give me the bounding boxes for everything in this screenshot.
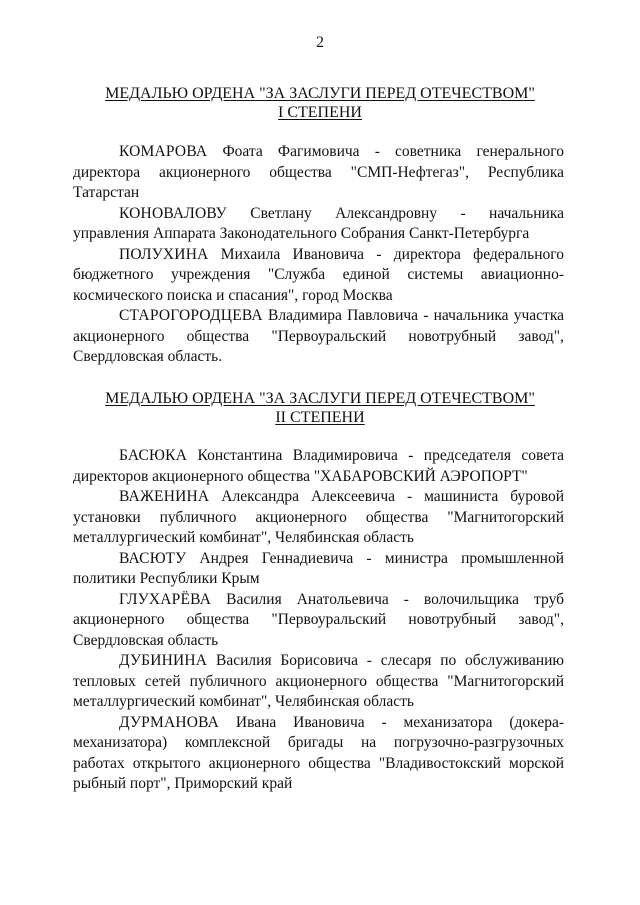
- entry-text: Андрея Геннадиевича - министра промышленной политики Республики Крым: [73, 549, 564, 587]
- section-1-entries: [73, 142, 564, 368]
- award-entry: [73, 446, 564, 487]
- section-heading-2: [70, 389, 570, 427]
- entry-surname: ГЛУХАРЁВА: [119, 590, 212, 608]
- award-entry: [73, 651, 564, 713]
- section-heading-line2: I СТЕПЕНИ: [278, 104, 362, 121]
- award-entry: [73, 142, 564, 204]
- entry-text: Фоата Фагимовича - советника генерального директора акционерного общества "СМП-Нефтегаз", Республика Татарстан: [73, 143, 564, 201]
- award-entry: [73, 306, 564, 368]
- section-heading-line1: МЕДАЛЬЮ ОРДЕНА "ЗА ЗАСЛУГИ ПЕРЕД ОТЕЧЕСТВОМ": [105, 85, 535, 102]
- entry-text: Михаила Ивановича - директора федерального бюджетного учреждения "Служба единой системы авиационно-космического поиска и спасания", город Москва: [73, 245, 564, 304]
- entry-text: Василия Борисовича - слесаря по обслуживанию тепловых сетей публичного акционерного общества "Магнитогорский металлургический комбинат", Челябинская область: [73, 652, 565, 710]
- entry-surname: ДУБИНИНА: [119, 652, 208, 669]
- entry-text: Владимира Павловича - начальника участка акционерного общества "Первоуральский новотрубный завод", Свердловская область.: [73, 307, 564, 365]
- entry-text: Василия Анатольевича - волочильщика труб акционерного общества "Первоуральский новотрубный завод", Свердловская область: [73, 590, 565, 649]
- entry-surname: КОНОВАЛОВУ: [119, 204, 227, 222]
- section-heading-line2: II СТЕПЕНИ: [275, 409, 365, 426]
- entry-text: Ивана Ивановича - механизатора (докера-механизатора) комплексной бригады на погрузочно-разгрузочных работах открытого акционерного общества "Владивостокский морской рыбный порт", Приморский край: [73, 713, 564, 792]
- entry-text: Константина Владимировича - председателя совета директоров акционерного общества "ХАБАРОВСКИЙ АЭРОПОРТ": [73, 447, 565, 485]
- award-entry: [73, 590, 564, 652]
- entry-surname: ВАЖЕНИНА: [119, 488, 210, 505]
- entry-text: Светлану Александровну - начальника управления Аппарата Законодательного Собрания Санкт-Петербурга: [73, 204, 564, 242]
- entry-surname: БАСЮКА: [119, 447, 188, 464]
- entry-surname: ДУРМАНОВА: [119, 713, 220, 731]
- section-2-entries: [73, 446, 564, 795]
- section-heading-1: [70, 84, 570, 122]
- award-entry: [73, 487, 564, 549]
- award-entry: [73, 549, 564, 590]
- award-entry: [73, 245, 564, 307]
- award-entry: [73, 713, 564, 795]
- entry-surname: КОМАРОВА: [119, 143, 208, 160]
- award-entry: [73, 204, 564, 245]
- page-number: 2: [316, 34, 324, 51]
- entry-surname: ПОЛУХИНА: [119, 245, 209, 263]
- entry-text: Александра Алексеевича - машиниста буровой установки публичного акционерного общества "Магнитогорский металлургический комбинат", Челябинская область: [73, 488, 564, 546]
- entry-surname: СТАРОГОРОДЦЕВА: [119, 307, 263, 324]
- entry-surname: ВАСЮТУ: [119, 549, 187, 567]
- section-heading-line1: МЕДАЛЬЮ ОРДЕНА "ЗА ЗАСЛУГИ ПЕРЕД ОТЕЧЕСТВОМ": [105, 390, 535, 407]
